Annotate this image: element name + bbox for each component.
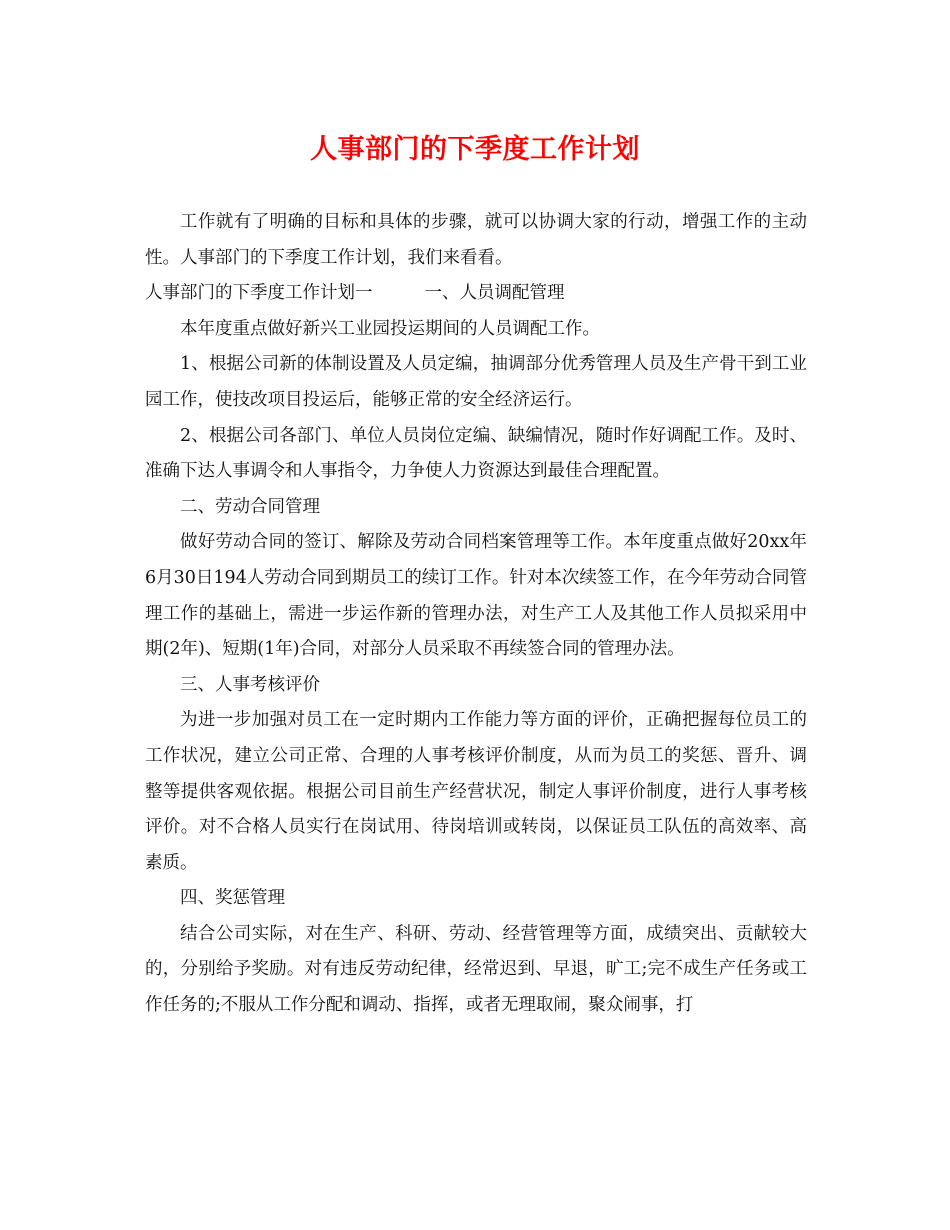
section3-paragraph-1: 为进一步加强对员工在一定时期内工作能力等方面的评价，正确把握每位员工的工作状况，建立公司正常、合理的人事考核评价制度，从而为员工的奖惩、晋升、调整等提供客观依据。根据公司目前生产经营状况，制定人事评价制度，进行人事考核评价。对不合格人员实行在岗试用、待岗培训或转岗，以保证员工队伍的高效率、高素质。 [145,710,807,873]
section2-heading: 二、劳动合同管理 [180,496,320,517]
plan-heading-line [145,276,807,312]
plan-heading: 人事部门的下季度工作计划一 [145,283,373,304]
section1-paragraph-2: 1、根据公司新的体制设置及人员定编，抽调部分优秀管理人员及生产骨干到工业园工作，使技改项目投运后，能够正常的安全经济运行。 [145,354,807,410]
section1-heading: 一、人员调配管理 [424,283,565,304]
section4-heading: 四、奖惩管理 [180,888,285,909]
section3-heading: 三、人事考核评价 [180,674,320,695]
section2-paragraph-1: 做好劳动合同的签订、解除及劳动合同档案管理等工作。本年度重点做好20xx年6月30日194人劳动合同到期员工的续订工作。针对本次续签工作，在今年劳动合同管理工作的基础上，需进一步运作新的管理办法，对生产工人及其他工作人员拟采用中期(2年)、短期(1年)合同，对部分人员采取不再续签合同的管理办法。 [145,532,807,660]
intro-paragraph: 工作就有了明确的目标和具体的步骤，就可以协调大家的行动，增强工作的主动性。人事部门的下季度工作计划，我们来看看。 [145,212,807,268]
section1-paragraph-3: 2、根据公司各部门、单位人员岗位定编、缺编情况，随时作好调配工作。及时、准确下达人事调令和人事指令，力争使人力资源达到最佳合理配置。 [145,425,807,482]
document-title: 人事部门的下季度工作计划 [310,134,640,165]
section4-paragraph-1: 结合公司实际，对在生产、科研、劳动、经营管理等方面，成绩突出、贡献较大的，分别给予奖励。对有违反劳动纪律，经常迟到、早退，旷工;完不成生产任务或工作任务的;不服从工作分配和调动、指挥，或者无理取闹，聚众闹事，打 [145,923,807,1016]
section1-paragraph-1: 本年度重点做好新兴工业园投运期间的人员调配工作。 [180,318,600,339]
document-body [145,205,807,1024]
